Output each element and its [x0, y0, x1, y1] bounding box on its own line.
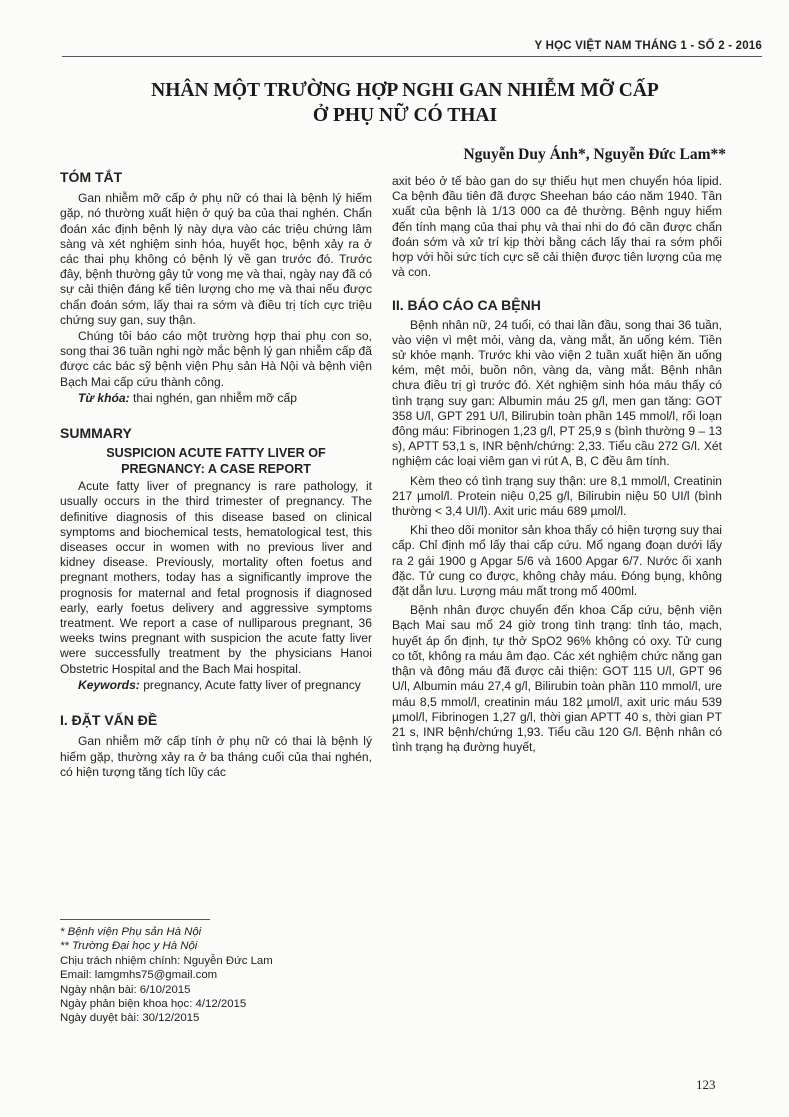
scan-edge-artifact [0, 0, 24, 1117]
summary-heading: SUMMARY [60, 425, 132, 442]
corresponding-author: Chịu trách nhiệm chính: Nguyễn Đức Lam [60, 954, 273, 967]
title-line-1: NHÂN MỘT TRƯỜNG HỢP NGHI GAN NHIỄM MỠ CẤP [151, 80, 659, 101]
summary-title [60, 445, 372, 477]
case-heading: II. BÁO CÁO CA BỆNH [392, 297, 541, 314]
intro-paragraph-continued: axit béo ở tế bào gan do sự thiếu hụt men chuyển hóa lipid. Ca bệnh đầu tiên đã được Sheehan báo cáo năm 1940. Tần xuất của bệnh là 1/13 000 ca đẻ thường. Bệnh nguy hiểm đến tính mạng của thai phụ và thai nhi do đó cần được chẩn đoán sớm và xử trí kịp thời bằng cách lấy thai ra sớm phối hợp với hồi sức tích cực sẽ cải thiện được tiên lượng của mẹ và con. [392, 174, 722, 280]
author-list: Nguyễn Duy Ánh*, Nguyễn Đức Lam** [463, 146, 726, 163]
abstract-paragraph-2: Chúng tôi báo cáo một trường hợp thai phụ con so, song thai 36 tuần nghi ngờ mắc bệnh lý gan nhiễm cấp đã được các bác sỹ bệnh viện Phụ sản Hà Nội và bệnh viện Bạch Mai cấp cứu thành công. [60, 329, 372, 389]
header-rule [62, 56, 762, 57]
accepted-date: Ngày duyệt bài: 30/12/2015 [60, 1012, 200, 1025]
summary-title-line-2: PREGNANCY: A CASE REPORT [121, 462, 311, 477]
title-line-2: Ở PHỤ NỮ CÓ THAI [312, 105, 498, 126]
email: Email: lamgmhs75@gmail.com [60, 969, 218, 982]
journal-header: Y HỌC VIỆT NAM THÁNG 1 - SỐ 2 - 2016 [534, 40, 762, 52]
case-paragraph-3: Khi theo dõi monitor sản khoa thấy có hiện tượng suy thai cấp. Chỉ định mổ lấy thai cấp cứu. Mổ ngang đoạn dưới lấy ra 2 gái 1900 g Apgar 5/6 và 1600 Apgar 6/7. Nước ối xanh đặc. Tử cung co được, không chảy máu. Đóng bụng, không đặt dẫn lưu. Lượng máu mất trong mổ 400ml. [392, 523, 722, 599]
abstract-paragraph-1: Gan nhiễm mỡ cấp ở phụ nữ có thai là bệnh lý hiếm gặp, nó thường xuất hiện ở quý ba của thai nghén. Chẩn đoán xác định bệnh lý này dựa vào các triệu chứng lâm sàng và xét nghiệm sinh hóa, huyết học, bệnh xảy ra ở các thai phụ không có bệnh lý về gan trước đó. Trước đây, bệnh thường gây tử vong mẹ và thai, ngày nay đã có sự cải thiện đáng kể tiên lượng cho mẹ và thai nếu được chẩn đoán sớm, lấy thai ra sớm và điều trị tích cực triệu chứng suy gan, suy thận. [60, 191, 372, 327]
footnote-rule [60, 919, 210, 920]
case-paragraph-1: Bệnh nhân nữ, 24 tuổi, có thai lần đầu, song thai 36 tuần, vào viện vì mệt mỏi, vàng da, vàng mắt, ăn uống kém. Tiền sử khỏe mạnh. Trước khi vào viện 2 tuần xuất hiện ăn uống kém, mệt mỏi, buồn nôn, vàng da, vàng mắt. Bệnh nhân chưa điều trị gì trước đó. Xét nghiệm sinh hóa máu thấy có tình trạng suy gan: Albumin máu 25 g/l, men gan tăng: GOT 358 U/l, GPT 291 U/l, Bilirubin toàn phần 145 mmol/l, rối loạn đông máu: Fibrinogen 1,23 g/l, PT 25,9 s (bình thường 9 – 13 s), APTT 53,1 s, INR bệnh/chứng: 2,33. Tiểu cầu 272 G/l. Xét nghiệm các loại viêm gan vi rút A, B, C đều âm tính. [392, 317, 722, 469]
abstract-keywords [60, 391, 372, 406]
summary-paragraph: Acute fatty liver of pregnancy is rare pathology, it usually occurs in the third trimester of pregnancy. The definitive diagnosis of this disease based on clinical symptoms and biochemical tests, hematological test, this diseases occur in women with no previous liver and kidney disease. Previously, mortality often foetus and pregnant mothers, today has a significantly improve the prognosis for maternal and fetal prognosis if diagnosed early, early foetus delivery and aggressive symptoms treatment. We report a case of nulliparous pregnant, 36 weeks twins pregnant with suspicion the acute fatty liver were successfully treatment by the physicians Hanoi Obstetric Hospital and the Bach Mai hospital. [60, 479, 372, 676]
intro-paragraph: Gan nhiễm mỡ cấp tính ở phụ nữ có thai là bệnh lý hiếm gặp, thường xảy ra ở ba tháng cuối của thai nghén, có hiện tượng tăng tích lũy các [60, 734, 372, 779]
intro-heading: I. ĐẶT VẤN ĐỀ [60, 712, 158, 729]
article-title [60, 78, 750, 128]
summary-keywords-text: pregnancy, Acute fatty liver of pregnancy [143, 677, 361, 692]
summary-keywords-label: Keywords: [78, 677, 140, 692]
page-number: 123 [696, 1077, 716, 1092]
summary-title-line-1: SUSPICION ACUTE FATTY LIVER OF [106, 446, 326, 461]
keywords-label: Từ khóa: [78, 390, 130, 405]
case-paragraph-4: Bệnh nhân được chuyển đến khoa Cấp cứu, bệnh viện Bạch Mai sau mổ 24 giờ trong tình trạng: tỉnh táo, mạch, huyết áp ổn định, tự thở SpO2 96% không có oxy. Tử cung co tốt, không ra máu âm đạo. Các xét nghiệm chức năng gan thận và đông máu đã được cải thiện: GOT 115 U/l, GPT 96 U/l, Albumin máu 27,4 g/l, Bilirubin toàn phần 110 mmol/l, ure máu 8,5 mmol/l, creatinin máu 182 µmol/l, axit uric máu 539 µmol/l, Fibrinogen 1,27 g/l, thời gian APTT 40 s, thời gian PT 21 s, INR bệnh/chứng 1,93. Tiểu cầu 120 G/l. Bệnh nhân có tình trạng hạ đường huyết, [392, 603, 722, 755]
footnotes [60, 925, 372, 1026]
summary-keywords [60, 678, 372, 693]
left-column [60, 170, 372, 780]
case-paragraph-2: Kèm theo có tình trạng suy thận: ure 8,1 mmol/l, Creatinin 217 µmol/l. Protein niệu 0,25 g/l, Bilirubin niệu 50 UI/l (bình thường < 3,4 UI/l). Axit uric máu 689 µmol/l. [392, 473, 722, 519]
right-column [392, 174, 722, 755]
scan-top-marks [300, 2, 500, 14]
keywords-text: thai nghén, gan nhiễm mỡ cấp [133, 390, 297, 405]
received-date: Ngày nhận bài: 6/10/2015 [60, 983, 191, 996]
affiliation-1: * Bệnh viện Phụ sản Hà Nội [60, 926, 202, 938]
abstract-heading: TÓM TẮT [60, 169, 123, 185]
affiliation-2: ** Trường Đại học y Hà Nội [60, 940, 198, 953]
review-date: Ngày phản biện khoa học: 4/12/2015 [60, 998, 247, 1011]
